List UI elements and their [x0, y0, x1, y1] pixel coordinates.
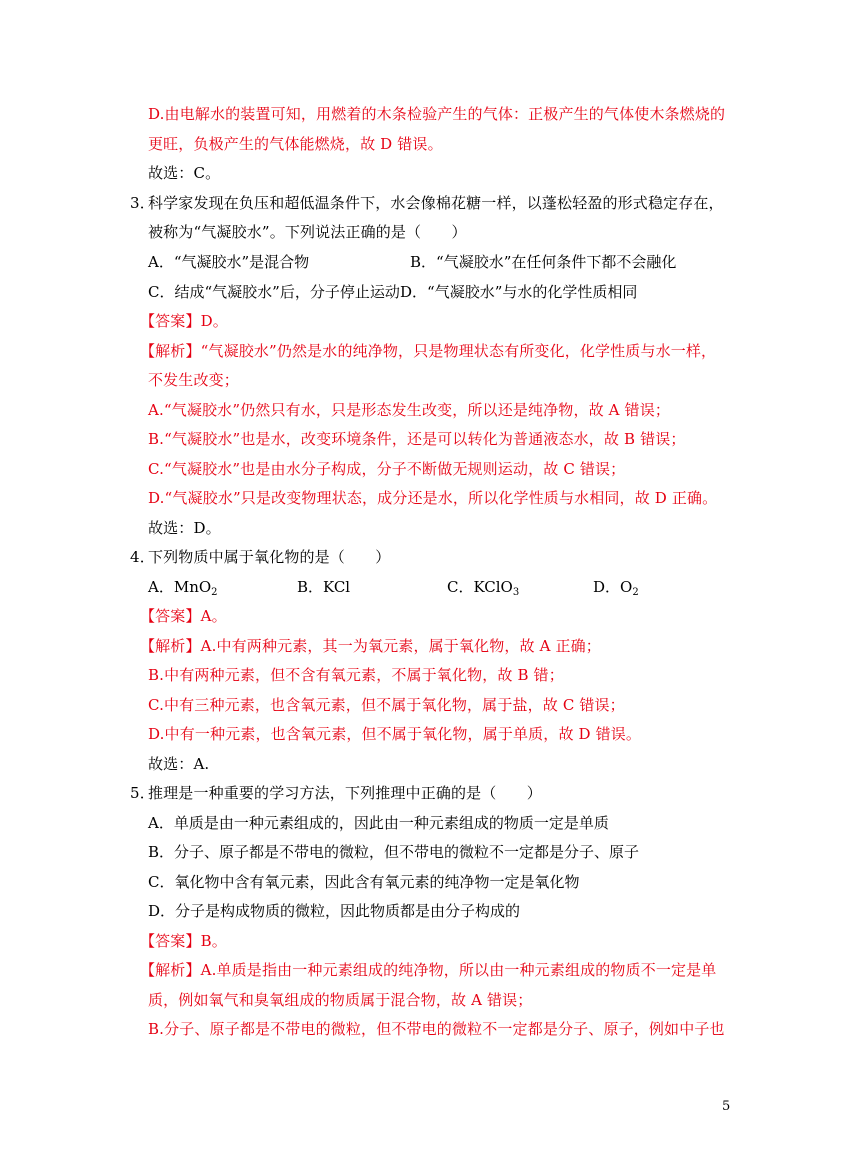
q5-analysis-line2: 质，例如氧气和臭氧组成的物质属于混合物，故 A 错误； [148, 991, 533, 1009]
q2-analysis-d-line2: 更旺，负极产生的气体能燃烧，故 D 错误。 [148, 135, 443, 153]
q3-analysis-c: C.“气凝胶水”也是由水分子构成，分子不断做无规则运动，故 C 错误； [148, 460, 626, 478]
q3-option-b: B．“气凝胶水”在任何条件下都不会融化 [410, 253, 677, 271]
q3-option-d: D．“气凝胶水”与水的化学性质相同 [400, 283, 638, 301]
q4-analysis-line1: 【解析】A.中有两种元素，其一为氧元素，属于氧化物，故 A 正确； [140, 637, 601, 655]
q4-option-c: C．KClO$_3$ [447, 578, 520, 598]
q3-stem-line2: 被称为“气凝胶水”。下列说法正确的是（ ） [148, 223, 467, 241]
q4-choice: 故选：A. [148, 755, 210, 773]
q5-analysis-b: B.分子、原子都是不带电的微粒，但不带电的微粒不一定都是分子、原子，例如中子也 [148, 1020, 725, 1038]
q3-option-a: A．“气凝胶水”是混合物 [148, 253, 310, 271]
q5-option-d: D．分子是构成物质的微粒，因此物质都是由分子构成的 [148, 902, 521, 920]
q4-option-a: A．MnO$_2$ [148, 578, 218, 598]
q3-analysis-line1: 【解析】“气凝胶水”仍然是水的纯净物，只是物理状态有所变化，化学性质与水一样， [140, 342, 717, 360]
q5-option-a: A．单质是由一种元素组成的，因此由一种元素组成的物质一定是单质 [148, 814, 609, 832]
q4-stem: 下列物质中属于氧化物的是（ ） [148, 548, 391, 566]
q4-analysis-d: D.中有一种元素，也含氧元素，但不属于氧化物，属于单质，故 D 错误。 [148, 725, 642, 743]
q4-option-d: D．$O_2$ [593, 578, 639, 598]
q4-number: 4． [130, 548, 155, 566]
q3-answer: 【答案】D。 [140, 312, 228, 330]
q2-analysis-d-line1: D.由电解水的装置可知，用燃着的木条检验产生的气体：正极产生的气体使木条燃烧的 [148, 105, 726, 123]
q3-choice: 故选：D。 [148, 519, 221, 537]
q3-analysis-a: A.“气凝胶水”仍然只有水，只是形态发生改变，所以还是纯净物，故 A 错误； [148, 401, 671, 419]
q4-answer: 【答案】A。 [140, 607, 227, 625]
q5-number: 5． [130, 784, 155, 802]
q5-analysis-line1: 【解析】A.单质是指由一种元素组成的纯净物，所以由一种元素组成的物质不一定是单 [140, 961, 717, 979]
q5-answer: 【答案】B。 [140, 932, 227, 950]
q3-number: 3． [130, 194, 155, 212]
q3-analysis-d: D.“气凝胶水”只是改变物理状态，成分还是水，所以化学性质与水相同，故 D 正确。 [148, 489, 718, 507]
q3-analysis-b: B.“气凝胶水”也是水，改变环境条件，还是可以转化为普通液态水，故 B 错误； [148, 430, 686, 448]
q4-option-b: B．KCl [297, 578, 351, 596]
q5-option-c: C．氧化物中含有氧元素，因此含有氧元素的纯净物一定是氧化物 [148, 873, 580, 891]
q4-analysis-b: B.中有两种元素，但不含有氧元素，不属于氧化物，故 B 错； [148, 666, 564, 684]
q5-stem: 推理是一种重要的学习方法，下列推理中正确的是（ ） [148, 784, 542, 802]
q3-stem-line1: 科学家发现在负压和超低温条件下，水会像棉花糖一样，以蓬松轻盈的形式稳定存在， [148, 194, 724, 212]
q3-analysis-line2: 不发生改变； [148, 371, 239, 389]
q4-analysis-c: C.中有三种元素，也含氧元素，但不属于氧化物，属于盐，故 C 错误； [148, 696, 625, 714]
page-number: 5 [722, 1099, 731, 1114]
q2-choice: 故选：C。 [148, 164, 221, 182]
q3-option-c: C．结成“气凝胶水”后，分子停止运动 [148, 283, 400, 301]
q5-option-b: B．分子、原子都是不带电的微粒，但不带电的微粒不一定都是分子、原子 [148, 843, 640, 861]
